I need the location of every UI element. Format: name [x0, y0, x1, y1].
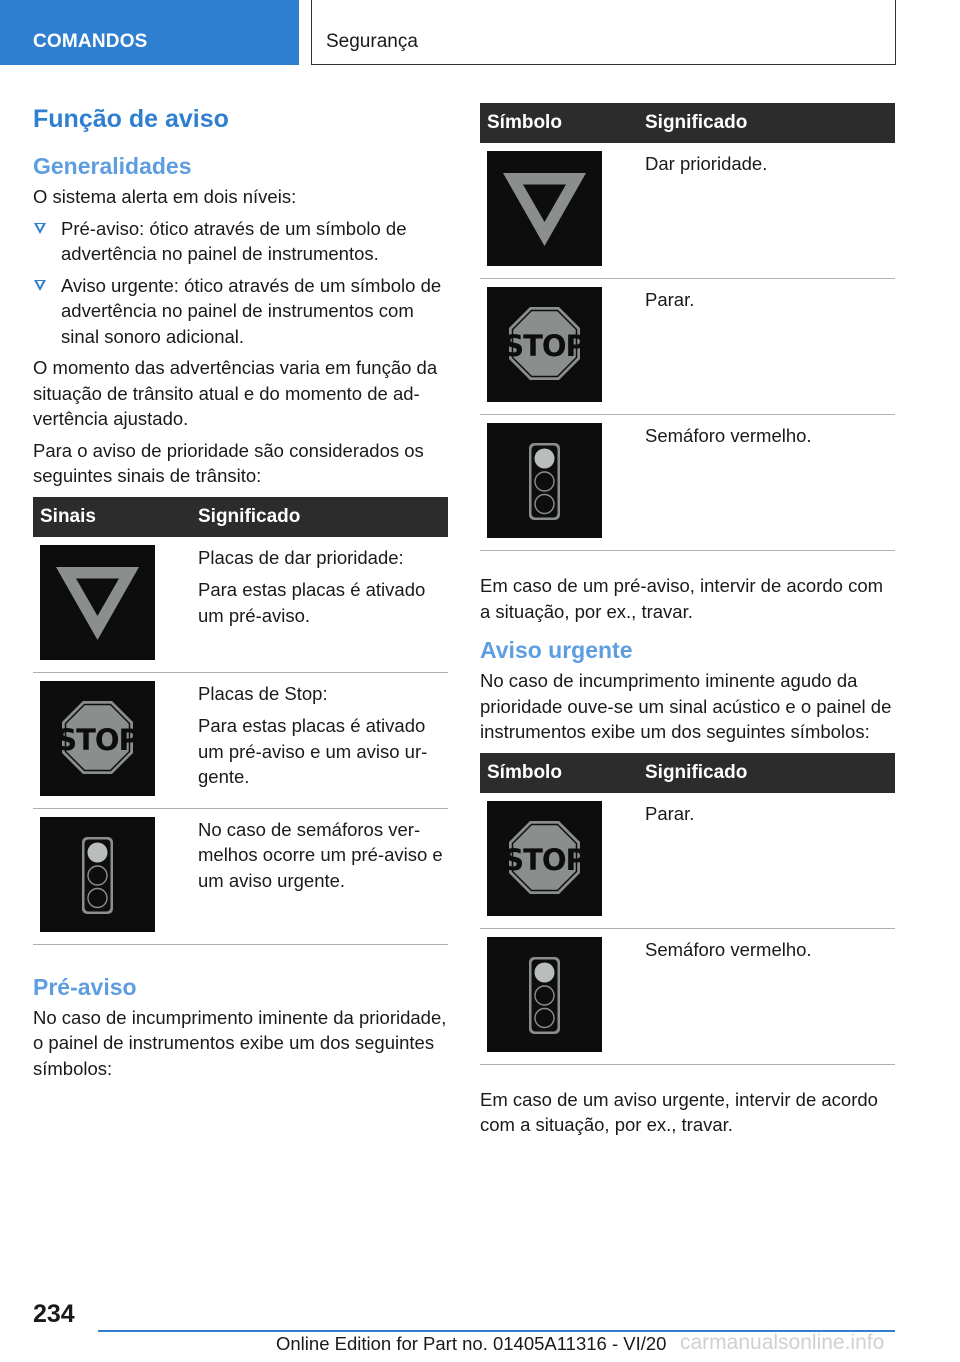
table-row — [480, 793, 895, 929]
pre-warning-table — [480, 103, 895, 551]
traffic-light-icon — [487, 423, 602, 538]
meaning-text: Placas de dar prioridade: — [198, 546, 404, 568]
page-title: Função de aviso — [33, 105, 229, 133]
table-row — [33, 673, 448, 809]
list-item: Aviso urgente: ótico através de um símbolo de advertência no painel de instrumentos com sinal sonoro adicional. — [33, 273, 448, 350]
triangle-bullet-icon — [34, 223, 46, 234]
heading-generalidades: Generalidades — [33, 153, 192, 179]
column-header: Significado — [198, 505, 301, 527]
triangle-bullet-icon — [34, 280, 46, 291]
stop-sign-icon — [487, 801, 602, 916]
level-list — [33, 216, 448, 350]
pre-aviso-text: No caso de incumprimento iminente da prioridade, o painel de instrumentos exibe um dos seguintes símbolos: — [33, 1006, 447, 1079]
column-header: Símbolo — [487, 112, 562, 133]
yield-sign-icon — [487, 151, 602, 266]
signs-table — [33, 497, 448, 945]
urgent-warning-table — [480, 753, 895, 1065]
watermark: carmanualsonline.info — [680, 1331, 885, 1354]
pre-warning-note: Em caso de um pré-aviso, intervir de acordo com a situação, por ex., travar. — [480, 575, 884, 622]
meaning-text: No caso de semáforos vermelhos ocorre um pré-aviso e um aviso urgente. — [198, 818, 443, 891]
table-row — [480, 929, 895, 1065]
stop-sign-icon — [487, 287, 602, 402]
meaning-text: Dar prioridade. — [645, 153, 768, 174]
meaning-text: Para estas placas é ativado um pré-aviso. — [198, 579, 426, 626]
list-item: Pré-aviso: ótico através de um símbolo de advertência no painel de instrumentos. — [33, 216, 448, 267]
signs-intro-text: Para o aviso de prioridade são considerados os seguintes sinais de trânsito: — [33, 439, 424, 486]
table-row — [480, 279, 895, 415]
table-header — [480, 753, 895, 793]
stop-sign-icon — [40, 681, 155, 796]
section-tab — [0, 0, 299, 65]
urgent-text: No caso de incumprimento iminente agudo da prioridade ouve-se um sinal acústico e o painel de instrumentos exibe um dos seguintes símbolos: — [480, 670, 892, 742]
table-row — [33, 537, 448, 673]
right-column — [480, 103, 895, 1144]
meaning-text: Semáforo vermelho. — [645, 425, 812, 446]
yield-sign-icon — [40, 545, 155, 660]
table-row — [480, 415, 895, 551]
meaning-text: Parar. — [645, 289, 695, 310]
traffic-light-icon — [487, 937, 602, 1052]
edition-text: Online Edition for Part no. 01405A11316 - VI/20 — [276, 1333, 667, 1354]
urgent-warning-note: Em caso de um aviso urgente, intervir de acordo com a situação, por ex., travar. — [480, 1088, 878, 1135]
column-header: Significado — [645, 761, 748, 783]
timing-text: O momento das advertências varia em função da situação de trânsito atual e do momento de advertência ajustado. — [33, 357, 438, 429]
intro-text: O sistema alerta em dois níveis: — [33, 186, 297, 207]
left-column — [33, 104, 448, 1087]
meaning-text: Placas de Stop: — [198, 682, 328, 704]
heading-aviso-urgente: Aviso urgente — [480, 637, 633, 663]
meaning-text: Parar. — [645, 802, 695, 824]
chapter-header — [311, 0, 896, 65]
traffic-light-icon — [40, 817, 155, 932]
column-header: Significado — [645, 112, 748, 133]
table-row — [33, 809, 448, 945]
section-label: COMANDOS — [33, 31, 148, 52]
table-header — [33, 497, 448, 537]
page-number: 234 — [33, 1300, 75, 1328]
heading-pre-aviso: Pré-aviso — [33, 973, 137, 1000]
column-header: Sinais — [40, 505, 96, 527]
table-row — [480, 143, 895, 279]
meaning-text: Para estas placas é ativado um pré-aviso e um aviso urgente. — [198, 715, 428, 787]
column-header: Símbolo — [487, 761, 562, 783]
table-header — [480, 103, 895, 143]
chapter-label: Segurança — [326, 31, 418, 52]
meaning-text: Semáforo vermelho. — [645, 938, 812, 960]
